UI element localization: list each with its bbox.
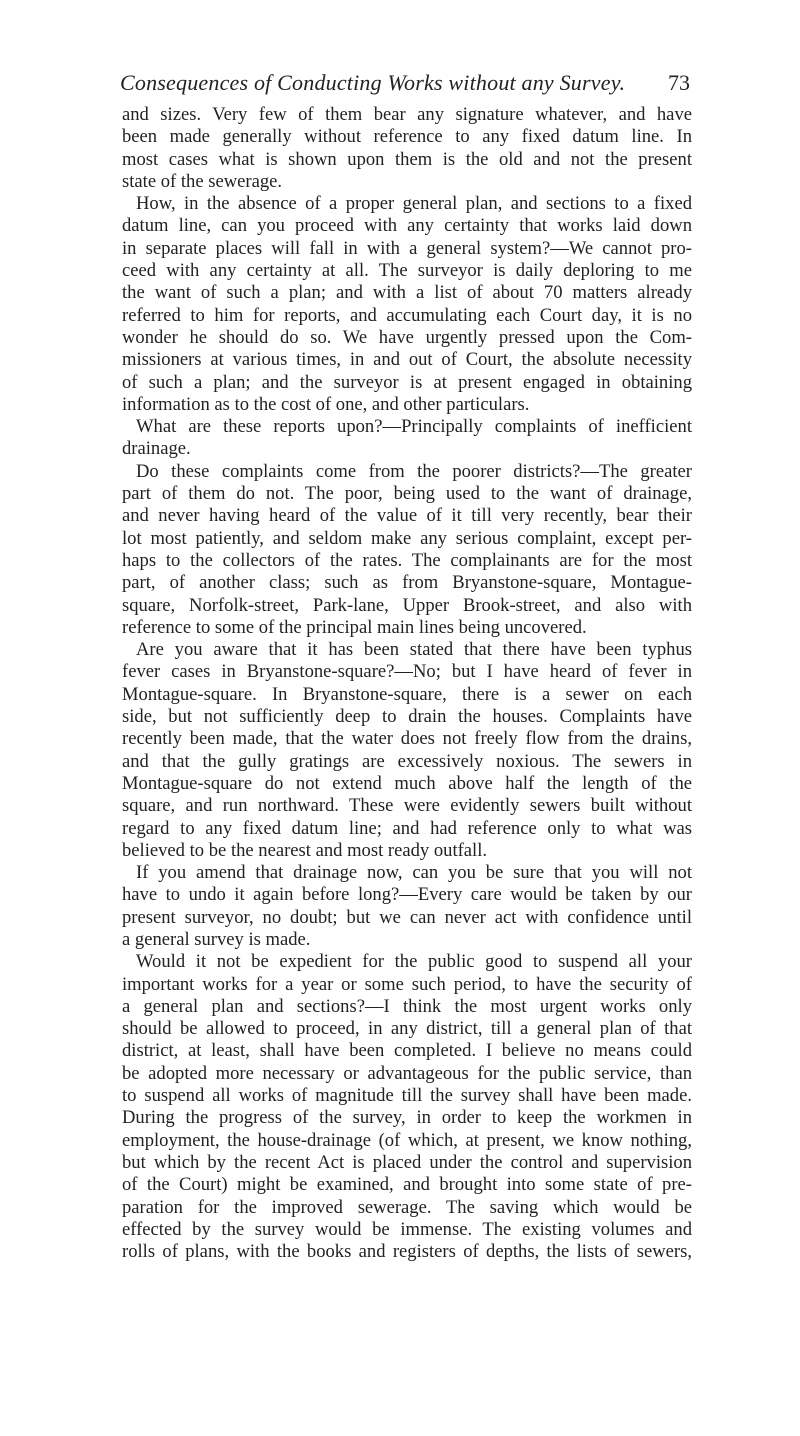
text-line: state of the sewerage. [122, 170, 283, 192]
text-line: Do these complaints come from the poorer districts?—The greater [136, 460, 692, 482]
text-line: a general plan and sections?—I think the most urgent works only [122, 995, 692, 1017]
running-head [120, 70, 690, 98]
text-line: ceed with any certainty at all. The surveyor is daily deploring to me [122, 260, 692, 282]
text-line: have to undo it again before long?—Every care would be taken by our [122, 884, 692, 906]
text-line: effected by the survey would be immense. The existing volumes and [122, 1218, 692, 1240]
text-line: side, but not sufficiently deep to drain the houses. Complaints have [122, 706, 692, 728]
text-line: regard to any fixed datum line; and had reference only to what was [122, 817, 692, 839]
text-line: employment, the house-drainage (of which, at present, we know nothing, [122, 1129, 692, 1151]
text-line: Are you aware that it has been stated that there have been typhus [136, 639, 692, 661]
text-line: and that the gully gratings are excessively noxious. The sewers in [122, 750, 692, 772]
text-line: should be allowed to proceed, in any district, till a general plan of that [122, 1018, 692, 1040]
text-line: Montague-square. In Bryanstone-square, there is a sewer on each [122, 683, 692, 705]
text-line: in separate places will fall in with a general system?—We cannot pro- [122, 237, 692, 259]
text-line: rolls of plans, with the books and registers of depths, the lists of sewers, [122, 1241, 692, 1263]
text-line: wonder he should do so. We have urgently pressed upon the Com- [122, 326, 692, 348]
page-number: 73 [668, 70, 690, 95]
text-line: been made generally without reference to any fixed datum line. In [122, 126, 692, 148]
text-line: square, Norfolk-street, Park-lane, Upper Brook-street, and also with [122, 594, 692, 616]
text-line: part, of another class; such as from Bryanstone-square, Montague- [122, 572, 692, 594]
text-line: During the progress of the survey, in order to keep the workmen in [122, 1107, 692, 1129]
text-line: What are these reports upon?—Principally complaints of inefficient [136, 416, 692, 438]
text-line: Montague-square do not extend much above half the length of the [122, 772, 692, 794]
text-line: and never having heard of the value of it till very recently, bear their [122, 505, 692, 527]
text-line: of the Court) might be examined, and brought into some state of pre- [122, 1174, 692, 1196]
text-line: Would it not be expedient for the public good to suspend all your [136, 951, 692, 973]
text-line: haps to the collectors of the rates. The complainants are for the most [122, 549, 692, 571]
text-line: referred to him for reports, and accumulating each Court day, it is no [122, 304, 692, 326]
text-line: most cases what is shown upon them is the old and not the present [122, 148, 692, 170]
text-line: present surveyor, no doubt; but we can never act with confidence until [122, 906, 692, 928]
text-line: How, in the absence of a proper general plan, and sections to a fixed [136, 193, 692, 215]
text-line: believed to be the nearest and most ready outfall. [122, 839, 488, 861]
text-line: missioners at various times, in and out of Court, the absolute necessity [122, 349, 692, 371]
text-line: but which by the recent Act is placed under the control and supervision [122, 1151, 692, 1173]
text-line: drainage. [122, 438, 191, 460]
text-line: information as to the cost of one, and other particulars. [122, 393, 530, 415]
text-line: fever cases in Bryanstone-square?—No; but I have heard of fever in [122, 661, 692, 683]
text-line: a general survey is made. [122, 928, 311, 950]
text-line: and sizes. Very few of them bear any signature whatever, and have [122, 104, 692, 125]
text-line: important works for a year or some such period, to have the security of [122, 973, 692, 995]
text-line: of such a plan; and the surveyor is at present engaged in obtaining [122, 371, 692, 393]
running-title: Consequences of Conducting Works without any Survey. [120, 70, 626, 95]
text-line: paration for the improved sewerage. The saving which would be [122, 1196, 692, 1218]
text-line: If you amend that drainage now, can you be sure that you will not [136, 862, 692, 884]
text-line: square, and run northward. These were evidently sewers built without [122, 795, 692, 817]
text-line: the want of such a plan; and with a list of about 70 matters already [122, 282, 692, 304]
text-line: recently been made, that the water does not freely flow from the drains, [122, 728, 692, 750]
text-line: reference to some of the principal main lines being uncovered. [122, 616, 587, 638]
text-line: lot most patiently, and seldom make any serious complaint, except per- [122, 527, 692, 549]
text-line: datum line, can you proceed with any certainty that works laid down [122, 215, 692, 237]
text-line: be adopted more necessary or advantageous for the public service, than [122, 1062, 692, 1084]
text-line: district, at least, shall have been completed. I believe no means could [122, 1040, 692, 1062]
text-line: to suspend all works of magnitude till the survey shall have been made. [122, 1085, 692, 1107]
text-line: part of them do not. The poor, being used to the want of drainage, [122, 483, 692, 505]
body-text [122, 104, 692, 1263]
